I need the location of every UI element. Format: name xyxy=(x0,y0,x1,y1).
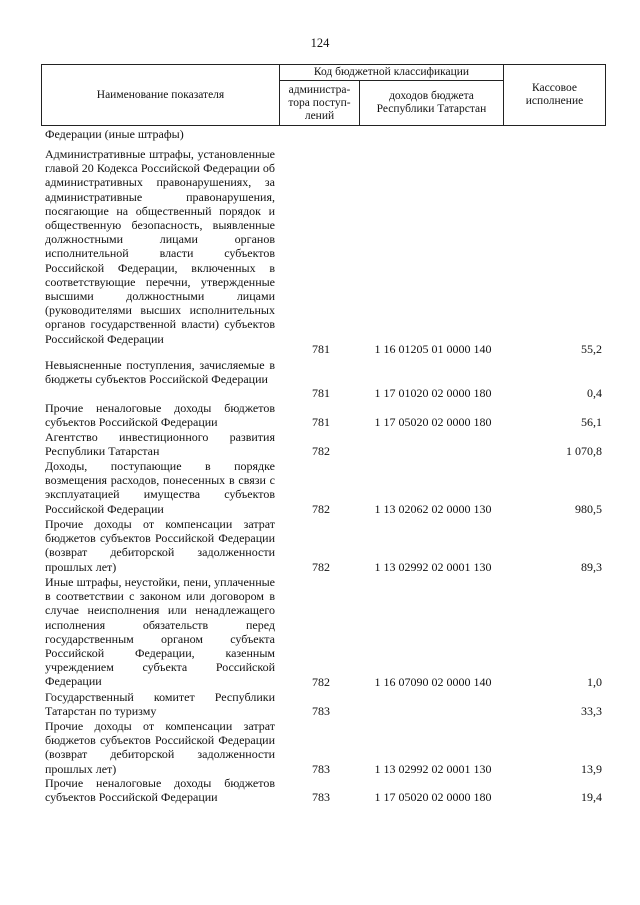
row-admin-code: 783 xyxy=(312,704,330,718)
row-income-code: 1 17 01020 02 0000 180 xyxy=(374,386,492,400)
header-income-column: доходов бюджета Республики Татарстан xyxy=(360,81,504,125)
row-amount: 56,1 xyxy=(581,415,602,429)
row-name: Прочие доходы от компенсации затрат бюджетов субъектов Российской Федерации (возврат дебиторской задолженности прошлых лет) xyxy=(45,719,275,776)
row-admin-code: 782 xyxy=(312,502,330,516)
header-admin-column: администра-тора поступ-лений xyxy=(280,81,360,125)
row-name: Административные штрафы, установленные главой 20 Кодекса Российской Федерации об административных правонарушениях, за административные правонарушения, посягающие на общественный порядок и общественную безопасность, выявленные должностными лицами органов исполнительной власти субъектов Российской Федерации, включенных в соответствующие перечни, утвержденные высшими должностными лицами (руководителями высших исполнительных органов государственной власти) субъектов Российской Федерации xyxy=(45,147,275,346)
row-amount: 13,9 xyxy=(581,762,602,776)
page-number: 124 xyxy=(310,36,330,50)
row-amount: 0,4 xyxy=(587,386,602,400)
row-name: Доходы, поступающие в порядке возмещения расходов, понесенных в связи с эксплуатацией имущества субъектов Российской Федерации xyxy=(45,459,275,516)
row-amount: 980,5 xyxy=(575,502,602,516)
row-amount: 1,0 xyxy=(587,675,602,689)
table-header xyxy=(41,64,606,126)
row-admin-code: 782 xyxy=(312,444,330,458)
row-income-code: 1 17 05020 02 0000 180 xyxy=(374,415,492,429)
row-admin-code: 783 xyxy=(312,762,330,776)
header-execution-column: Кассовое исполнение xyxy=(525,82,584,107)
row-income-code: 1 13 02062 02 0000 130 xyxy=(374,502,492,516)
row-name: Государственный комитет Республики Татарстан по туризму xyxy=(45,690,275,719)
row-admin-code: 782 xyxy=(312,560,330,574)
row-name: Агентство инвестиционного развития Республики Татарстан xyxy=(45,430,275,459)
row-income-code: 1 16 07090 02 0000 140 xyxy=(374,675,492,689)
row-name: Прочие неналоговые доходы бюджетов субъектов Российской Федерации xyxy=(45,776,275,805)
row-name: Прочие доходы от компенсации затрат бюджетов субъектов Российской Федерации (возврат дебиторской задолженности прошлых лет) xyxy=(45,517,275,574)
row-name: Прочие неналоговые доходы бюджетов субъектов Российской Федерации xyxy=(45,401,275,430)
row-admin-code: 781 xyxy=(312,342,330,356)
row-amount: 89,3 xyxy=(581,560,602,574)
row-name: Федерации (иные штрафы) xyxy=(45,127,184,141)
row-income-code: 1 17 05020 02 0000 180 xyxy=(374,790,492,804)
row-admin-code: 783 xyxy=(312,790,330,804)
row-amount: 33,3 xyxy=(581,704,602,718)
row-amount: 19,4 xyxy=(581,790,602,804)
row-income-code: 1 16 01205 01 0000 140 xyxy=(374,342,492,356)
row-amount: 55,2 xyxy=(581,342,602,356)
header-code-group: Код бюджетной классификации xyxy=(280,65,504,81)
row-admin-code: 781 xyxy=(312,415,330,429)
header-name-column: Наименование показателя xyxy=(42,65,280,125)
row-income-code: 1 13 02992 02 0001 130 xyxy=(374,762,492,776)
row-name: Иные штрафы, неустойки, пени, уплаченные в соответствии с законом или договором в случае неисполнения или ненадлежащего исполнения обязательств перед государственным органом субъекта Российской Федерации, казенным учреждением субъекта Российской Федерации xyxy=(45,575,275,689)
row-admin-code: 782 xyxy=(312,675,330,689)
row-name: Невыясненные поступления, зачисляемые в бюджеты субъектов Российской Федерации xyxy=(45,358,275,387)
row-admin-code: 781 xyxy=(312,386,330,400)
row-amount: 1 070,8 xyxy=(566,444,602,458)
row-income-code: 1 13 02992 02 0001 130 xyxy=(374,560,492,574)
